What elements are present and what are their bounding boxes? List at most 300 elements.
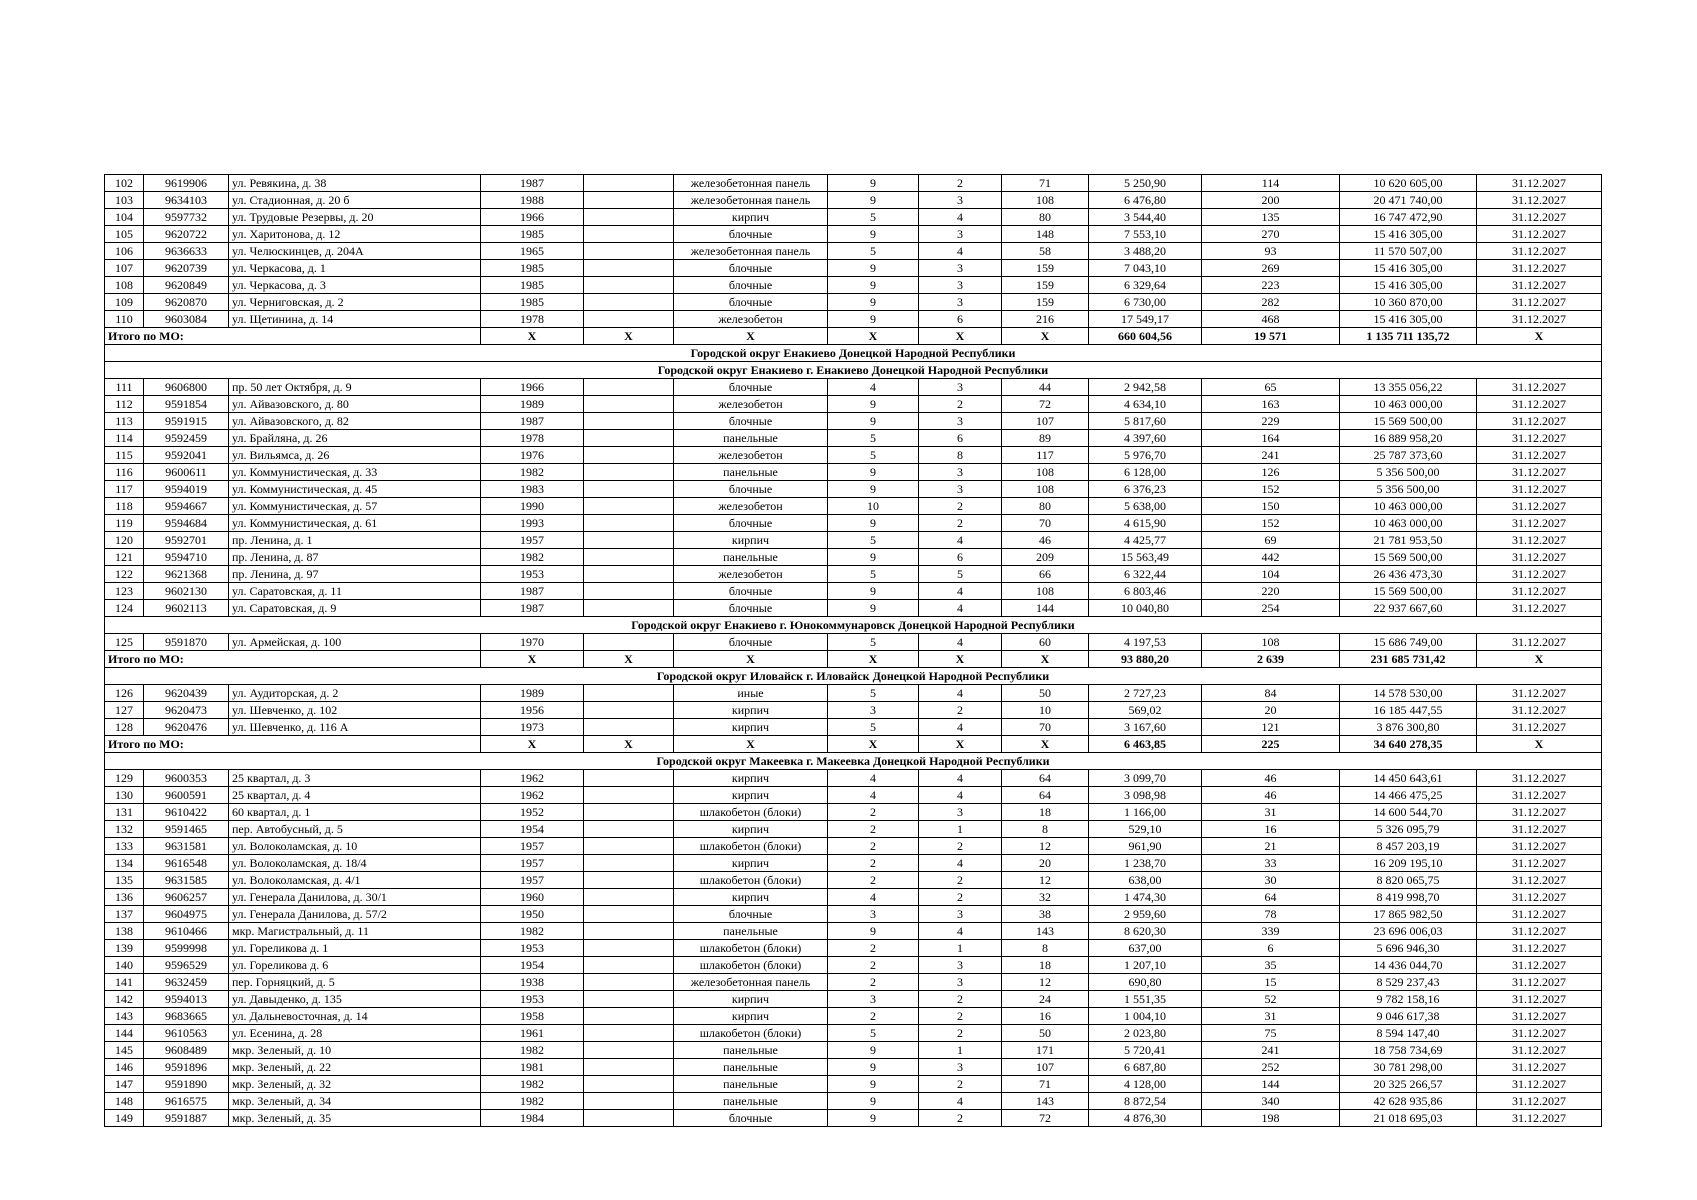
cell-area: 1 551,35 xyxy=(1089,991,1202,1008)
cell-blank xyxy=(584,719,674,736)
cell-floors: 9 xyxy=(828,1093,919,1110)
cell-building-id: 9602113 xyxy=(144,600,229,617)
cell-wall-material: кирпич xyxy=(674,702,828,719)
cell-year: 1953 xyxy=(481,566,584,583)
cell-area: 529,10 xyxy=(1089,821,1202,838)
section-title: Городской округ Енакиево Донецкой Народной Республики xyxy=(105,345,1602,362)
cell-area: 1 166,00 xyxy=(1089,804,1202,821)
cell-cost: 9 782 158,16 xyxy=(1340,991,1477,1008)
cell-floors: 9 xyxy=(828,260,919,277)
cell-blank xyxy=(584,532,674,549)
cell-cost: 9 046 617,38 xyxy=(1340,1008,1477,1025)
cell-entrances: 6 xyxy=(919,311,1002,328)
cell-number: 135 xyxy=(105,872,144,889)
cell-number: 123 xyxy=(105,583,144,600)
cell-cost: 14 600 544,70 xyxy=(1340,804,1477,821)
table-row xyxy=(105,209,1602,226)
cell-blank xyxy=(584,583,674,600)
cell-deadline: 31.12.2027 xyxy=(1477,821,1602,838)
cell-address: ул. Харитонова, д. 12 xyxy=(229,226,481,243)
cell-number: 143 xyxy=(105,1008,144,1025)
cell-building-id: 9594019 xyxy=(144,481,229,498)
cell-building-id: 9594013 xyxy=(144,991,229,1008)
cell-residents: 152 xyxy=(1202,481,1340,498)
table-row xyxy=(105,447,1602,464)
cell-cost: 16 889 958,20 xyxy=(1340,430,1477,447)
cell-address: мкр. Магистральный, д. 11 xyxy=(229,923,481,940)
cell-year: 1984 xyxy=(481,1110,584,1127)
cell-blank xyxy=(584,447,674,464)
cell-wall-material: железобетон xyxy=(674,498,828,515)
cell-cost: 17 865 982,50 xyxy=(1340,906,1477,923)
cell-building-id: 9594684 xyxy=(144,515,229,532)
cell-wall-material: кирпич xyxy=(674,770,828,787)
table-row xyxy=(105,260,1602,277)
cell-number: 129 xyxy=(105,770,144,787)
cell-area: 4 128,00 xyxy=(1089,1076,1202,1093)
table-row xyxy=(105,1093,1602,1110)
cell-year: 1978 xyxy=(481,430,584,447)
section-title: Городской округ Енакиево г. Енакиево Донецкой Народной Республики xyxy=(105,362,1602,379)
cell-blank xyxy=(584,498,674,515)
cell-deadline: 31.12.2027 xyxy=(1477,481,1602,498)
cell-entrances: 3 xyxy=(919,192,1002,209)
cell-entrances: 6 xyxy=(919,549,1002,566)
cell-year: 1978 xyxy=(481,311,584,328)
cell-blank xyxy=(584,566,674,583)
cell-building-id: 9619906 xyxy=(144,175,229,192)
cell-number: 116 xyxy=(105,464,144,481)
cell-building-id: 9591887 xyxy=(144,1110,229,1127)
cell-wall-material: кирпич xyxy=(674,532,828,549)
cell-building-id: 9602130 xyxy=(144,583,229,600)
cell-area: 4 634,10 xyxy=(1089,396,1202,413)
cell-blank xyxy=(584,481,674,498)
cell-number: 127 xyxy=(105,702,144,719)
cell-blank xyxy=(584,1025,674,1042)
total-cell: X xyxy=(674,651,828,668)
cell-number: 142 xyxy=(105,991,144,1008)
cell-wall-material: панельные xyxy=(674,1093,828,1110)
table-row xyxy=(105,226,1602,243)
cell-year: 1987 xyxy=(481,413,584,430)
section-title: Городской округ Иловайск г. Иловайск Донецкой Народной Республики xyxy=(105,668,1602,685)
cell-apartments: 107 xyxy=(1002,1059,1089,1076)
cell-address: ул. Саратовская, д. 9 xyxy=(229,600,481,617)
total-cell: X xyxy=(674,328,828,345)
cell-entrances: 2 xyxy=(919,515,1002,532)
cell-blank xyxy=(584,702,674,719)
cell-number: 140 xyxy=(105,957,144,974)
cell-year: 1982 xyxy=(481,464,584,481)
total-cell: X xyxy=(828,736,919,753)
cell-address: ул. Брайляна, д. 26 xyxy=(229,430,481,447)
cell-building-id: 9599998 xyxy=(144,940,229,957)
cell-number: 141 xyxy=(105,974,144,991)
cell-residents: 108 xyxy=(1202,634,1340,651)
cell-number: 125 xyxy=(105,634,144,651)
cell-area: 6 128,00 xyxy=(1089,464,1202,481)
cell-number: 130 xyxy=(105,787,144,804)
cell-deadline: 31.12.2027 xyxy=(1477,532,1602,549)
cell-area: 3 098,98 xyxy=(1089,787,1202,804)
total-cell: X xyxy=(481,736,584,753)
cell-entrances: 1 xyxy=(919,940,1002,957)
cell-building-id: 9616575 xyxy=(144,1093,229,1110)
cell-cost: 20 471 740,00 xyxy=(1340,192,1477,209)
cell-cost: 42 628 935,86 xyxy=(1340,1093,1477,1110)
cell-apartments: 64 xyxy=(1002,770,1089,787)
cell-deadline: 31.12.2027 xyxy=(1477,906,1602,923)
cell-floors: 9 xyxy=(828,549,919,566)
section-header-row xyxy=(105,617,1602,634)
cell-blank xyxy=(584,175,674,192)
cell-entrances: 2 xyxy=(919,396,1002,413)
cell-wall-material: кирпич xyxy=(674,209,828,226)
cell-cost: 10 463 000,00 xyxy=(1340,498,1477,515)
cell-residents: 52 xyxy=(1202,991,1340,1008)
cell-blank xyxy=(584,821,674,838)
cell-year: 1950 xyxy=(481,906,584,923)
cell-building-id: 9591915 xyxy=(144,413,229,430)
cell-blank xyxy=(584,464,674,481)
cell-area: 4 425,77 xyxy=(1089,532,1202,549)
cell-residents: 126 xyxy=(1202,464,1340,481)
cell-blank xyxy=(584,889,674,906)
cell-entrances: 3 xyxy=(919,804,1002,821)
total-cell: X xyxy=(1002,651,1089,668)
cell-number: 137 xyxy=(105,906,144,923)
cell-blank xyxy=(584,413,674,430)
cell-cost: 15 416 305,00 xyxy=(1340,277,1477,294)
cell-year: 1982 xyxy=(481,1042,584,1059)
cell-wall-material: шлакобетон (блоки) xyxy=(674,838,828,855)
cell-year: 1987 xyxy=(481,583,584,600)
cell-number: 144 xyxy=(105,1025,144,1042)
table-row xyxy=(105,498,1602,515)
cell-floors: 2 xyxy=(828,804,919,821)
cell-apartments: 148 xyxy=(1002,226,1089,243)
cell-blank xyxy=(584,855,674,872)
cell-address: ул. Генерала Данилова, д. 57/2 xyxy=(229,906,481,923)
cell-wall-material: блочные xyxy=(674,260,828,277)
cell-year: 1953 xyxy=(481,940,584,957)
cell-deadline: 31.12.2027 xyxy=(1477,396,1602,413)
cell-building-id: 9592459 xyxy=(144,430,229,447)
cell-deadline: 31.12.2027 xyxy=(1477,600,1602,617)
cell-residents: 152 xyxy=(1202,515,1340,532)
cell-entrances: 4 xyxy=(919,600,1002,617)
cell-building-id: 9591465 xyxy=(144,821,229,838)
cell-area: 3 167,60 xyxy=(1089,719,1202,736)
cell-address: ул. Саратовская, д. 11 xyxy=(229,583,481,600)
table-row xyxy=(105,991,1602,1008)
cell-apartments: 24 xyxy=(1002,991,1089,1008)
cell-entrances: 4 xyxy=(919,685,1002,702)
cell-year: 1973 xyxy=(481,719,584,736)
cell-blank xyxy=(584,549,674,566)
cell-cost: 15 569 500,00 xyxy=(1340,413,1477,430)
cell-cost: 5 356 500,00 xyxy=(1340,481,1477,498)
cell-area: 6 376,23 xyxy=(1089,481,1202,498)
cell-cost: 10 620 605,00 xyxy=(1340,175,1477,192)
cell-apartments: 80 xyxy=(1002,498,1089,515)
cell-apartments: 20 xyxy=(1002,855,1089,872)
cell-area: 6 322,44 xyxy=(1089,566,1202,583)
section-title: Городской округ Макеевка г. Макеевка Донецкой Народной Республики xyxy=(105,753,1602,770)
cell-cost: 5 356 500,00 xyxy=(1340,464,1477,481)
cell-deadline: 31.12.2027 xyxy=(1477,1042,1602,1059)
table-body xyxy=(105,175,1602,1127)
cell-floors: 9 xyxy=(828,311,919,328)
cell-residents: 6 xyxy=(1202,940,1340,957)
cell-deadline: 31.12.2027 xyxy=(1477,940,1602,957)
cell-deadline: 31.12.2027 xyxy=(1477,770,1602,787)
cell-cost: 21 018 695,03 xyxy=(1340,1110,1477,1127)
cell-building-id: 9683665 xyxy=(144,1008,229,1025)
cell-residents: 93 xyxy=(1202,243,1340,260)
cell-number: 133 xyxy=(105,838,144,855)
table-row xyxy=(105,787,1602,804)
cell-residents: 69 xyxy=(1202,532,1340,549)
cell-cost: 26 436 473,30 xyxy=(1340,566,1477,583)
cell-floors: 9 xyxy=(828,464,919,481)
cell-residents: 442 xyxy=(1202,549,1340,566)
cell-wall-material: панельные xyxy=(674,464,828,481)
cell-residents: 20 xyxy=(1202,702,1340,719)
cell-area: 5 638,00 xyxy=(1089,498,1202,515)
cell-blank xyxy=(584,1110,674,1127)
cell-cost: 14 466 475,25 xyxy=(1340,787,1477,804)
cell-number: 145 xyxy=(105,1042,144,1059)
cell-entrances: 4 xyxy=(919,583,1002,600)
cell-cost: 15 569 500,00 xyxy=(1340,583,1477,600)
cell-building-id: 9608489 xyxy=(144,1042,229,1059)
cell-floors: 9 xyxy=(828,413,919,430)
table-row xyxy=(105,1076,1602,1093)
cell-address: ул. Аудиторская, д. 2 xyxy=(229,685,481,702)
cell-entrances: 1 xyxy=(919,1042,1002,1059)
cell-number: 122 xyxy=(105,566,144,583)
cell-apartments: 50 xyxy=(1002,1025,1089,1042)
cell-apartments: 58 xyxy=(1002,243,1089,260)
cell-cost: 15 416 305,00 xyxy=(1340,311,1477,328)
cell-floors: 2 xyxy=(828,838,919,855)
cell-residents: 241 xyxy=(1202,447,1340,464)
cell-number: 134 xyxy=(105,855,144,872)
cell-number: 149 xyxy=(105,1110,144,1127)
cell-floors: 9 xyxy=(828,923,919,940)
cell-blank xyxy=(584,787,674,804)
cell-number: 126 xyxy=(105,685,144,702)
cell-address: ул. Гореликова д. 6 xyxy=(229,957,481,974)
total-cell: X xyxy=(481,651,584,668)
cell-floors: 9 xyxy=(828,515,919,532)
cell-floors: 5 xyxy=(828,532,919,549)
cell-address: 60 квартал, д. 1 xyxy=(229,804,481,821)
cell-blank xyxy=(584,600,674,617)
cell-number: 147 xyxy=(105,1076,144,1093)
cell-floors: 5 xyxy=(828,243,919,260)
total-cell: X xyxy=(828,651,919,668)
cell-year: 1987 xyxy=(481,600,584,617)
cell-residents: 16 xyxy=(1202,821,1340,838)
cell-apartments: 44 xyxy=(1002,379,1089,396)
table-row xyxy=(105,532,1602,549)
cell-apartments: 89 xyxy=(1002,430,1089,447)
cell-residents: 339 xyxy=(1202,923,1340,940)
cell-address: ул. Вильямса, д. 26 xyxy=(229,447,481,464)
cell-deadline: 31.12.2027 xyxy=(1477,1008,1602,1025)
cell-deadline: 31.12.2027 xyxy=(1477,787,1602,804)
cell-residents: 135 xyxy=(1202,209,1340,226)
cell-residents: 46 xyxy=(1202,770,1340,787)
cell-wall-material: панельные xyxy=(674,923,828,940)
cell-address: 25 квартал, д. 3 xyxy=(229,770,481,787)
cell-blank xyxy=(584,379,674,396)
cell-apartments: 108 xyxy=(1002,464,1089,481)
table-row xyxy=(105,1025,1602,1042)
table-row xyxy=(105,583,1602,600)
cell-year: 1985 xyxy=(481,226,584,243)
cell-area: 1 004,10 xyxy=(1089,1008,1202,1025)
cell-address: ул. Коммунистическая, д. 45 xyxy=(229,481,481,498)
cell-wall-material: железобетон xyxy=(674,566,828,583)
cell-address: ул. Армейская, д. 100 xyxy=(229,634,481,651)
cell-residents: 150 xyxy=(1202,498,1340,515)
cell-residents: 84 xyxy=(1202,685,1340,702)
cell-deadline: 31.12.2027 xyxy=(1477,175,1602,192)
cell-cost: 15 416 305,00 xyxy=(1340,226,1477,243)
cell-deadline: 31.12.2027 xyxy=(1477,243,1602,260)
cell-building-id: 9594667 xyxy=(144,498,229,515)
cell-floors: 9 xyxy=(828,192,919,209)
total-cell: 34 640 278,35 xyxy=(1340,736,1477,753)
cell-number: 128 xyxy=(105,719,144,736)
table-row xyxy=(105,872,1602,889)
cell-building-id: 9610466 xyxy=(144,923,229,940)
cell-address: ул. Трудовые Резервы, д. 20 xyxy=(229,209,481,226)
cell-building-id: 9610422 xyxy=(144,804,229,821)
cell-building-id: 9596529 xyxy=(144,957,229,974)
cell-cost: 20 325 266,57 xyxy=(1340,1076,1477,1093)
cell-blank xyxy=(584,634,674,651)
cell-deadline: 31.12.2027 xyxy=(1477,583,1602,600)
cell-year: 1966 xyxy=(481,209,584,226)
cell-entrances: 2 xyxy=(919,702,1002,719)
cell-area: 4 397,60 xyxy=(1089,430,1202,447)
total-cell: X xyxy=(584,328,674,345)
table-row xyxy=(105,413,1602,430)
cell-floors: 2 xyxy=(828,974,919,991)
cell-wall-material: блочные xyxy=(674,481,828,498)
cell-entrances: 2 xyxy=(919,498,1002,515)
cell-apartments: 108 xyxy=(1002,192,1089,209)
cell-entrances: 3 xyxy=(919,906,1002,923)
cell-floors: 9 xyxy=(828,600,919,617)
cell-deadline: 31.12.2027 xyxy=(1477,1093,1602,1110)
cell-apartments: 117 xyxy=(1002,447,1089,464)
cell-cost: 15 416 305,00 xyxy=(1340,260,1477,277)
cell-residents: 75 xyxy=(1202,1025,1340,1042)
cell-year: 1987 xyxy=(481,175,584,192)
cell-entrances: 6 xyxy=(919,430,1002,447)
cell-year: 1962 xyxy=(481,770,584,787)
cell-year: 1985 xyxy=(481,294,584,311)
cell-entrances: 2 xyxy=(919,1110,1002,1127)
cell-floors: 5 xyxy=(828,566,919,583)
cell-apartments: 38 xyxy=(1002,906,1089,923)
cell-wall-material: блочные xyxy=(674,906,828,923)
cell-wall-material: шлакобетон (блоки) xyxy=(674,1025,828,1042)
cell-wall-material: кирпич xyxy=(674,855,828,872)
cell-year: 1982 xyxy=(481,923,584,940)
cell-residents: 241 xyxy=(1202,1042,1340,1059)
table-row xyxy=(105,430,1602,447)
cell-building-id: 9620439 xyxy=(144,685,229,702)
table-row xyxy=(105,634,1602,651)
total-label: Итого по МО: xyxy=(105,736,481,753)
cell-residents: 223 xyxy=(1202,277,1340,294)
cell-building-id: 9636633 xyxy=(144,243,229,260)
cell-building-id: 9610563 xyxy=(144,1025,229,1042)
cell-deadline: 31.12.2027 xyxy=(1477,277,1602,294)
cell-floors: 5 xyxy=(828,430,919,447)
cell-number: 119 xyxy=(105,515,144,532)
cell-wall-material: кирпич xyxy=(674,889,828,906)
cell-year: 1970 xyxy=(481,634,584,651)
cell-number: 107 xyxy=(105,260,144,277)
cell-building-id: 9591870 xyxy=(144,634,229,651)
cell-building-id: 9592041 xyxy=(144,447,229,464)
cell-deadline: 31.12.2027 xyxy=(1477,702,1602,719)
cell-wall-material: блочные xyxy=(674,634,828,651)
cell-wall-material: кирпич xyxy=(674,991,828,1008)
cell-deadline: 31.12.2027 xyxy=(1477,447,1602,464)
cell-floors: 10 xyxy=(828,498,919,515)
cell-apartments: 12 xyxy=(1002,974,1089,991)
cell-deadline: 31.12.2027 xyxy=(1477,719,1602,736)
total-cell: 1 135 711 135,72 xyxy=(1340,328,1477,345)
section-title: Городской округ Енакиево г. Юнокоммунаровск Донецкой Народной Республики xyxy=(105,617,1602,634)
cell-number: 111 xyxy=(105,379,144,396)
cell-building-id: 9616548 xyxy=(144,855,229,872)
cell-number: 112 xyxy=(105,396,144,413)
cell-cost: 5 696 946,30 xyxy=(1340,940,1477,957)
cell-building-id: 9591854 xyxy=(144,396,229,413)
cell-apartments: 64 xyxy=(1002,787,1089,804)
cell-number: 124 xyxy=(105,600,144,617)
table-row xyxy=(105,804,1602,821)
cell-residents: 104 xyxy=(1202,566,1340,583)
cell-year: 1954 xyxy=(481,957,584,974)
table-row xyxy=(105,957,1602,974)
cell-number: 139 xyxy=(105,940,144,957)
cell-area: 2 727,23 xyxy=(1089,685,1202,702)
cell-blank xyxy=(584,294,674,311)
cell-year: 1982 xyxy=(481,1076,584,1093)
cell-wall-material: железобетонная панель xyxy=(674,192,828,209)
cell-blank xyxy=(584,430,674,447)
cell-blank xyxy=(584,1042,674,1059)
cell-floors: 9 xyxy=(828,1059,919,1076)
cell-residents: 229 xyxy=(1202,413,1340,430)
cell-address: мкр. Зеленый, д. 10 xyxy=(229,1042,481,1059)
cell-cost: 14 450 643,61 xyxy=(1340,770,1477,787)
total-cell: X xyxy=(1477,328,1602,345)
cell-residents: 21 xyxy=(1202,838,1340,855)
cell-address: пер. Автобусный, д. 5 xyxy=(229,821,481,838)
